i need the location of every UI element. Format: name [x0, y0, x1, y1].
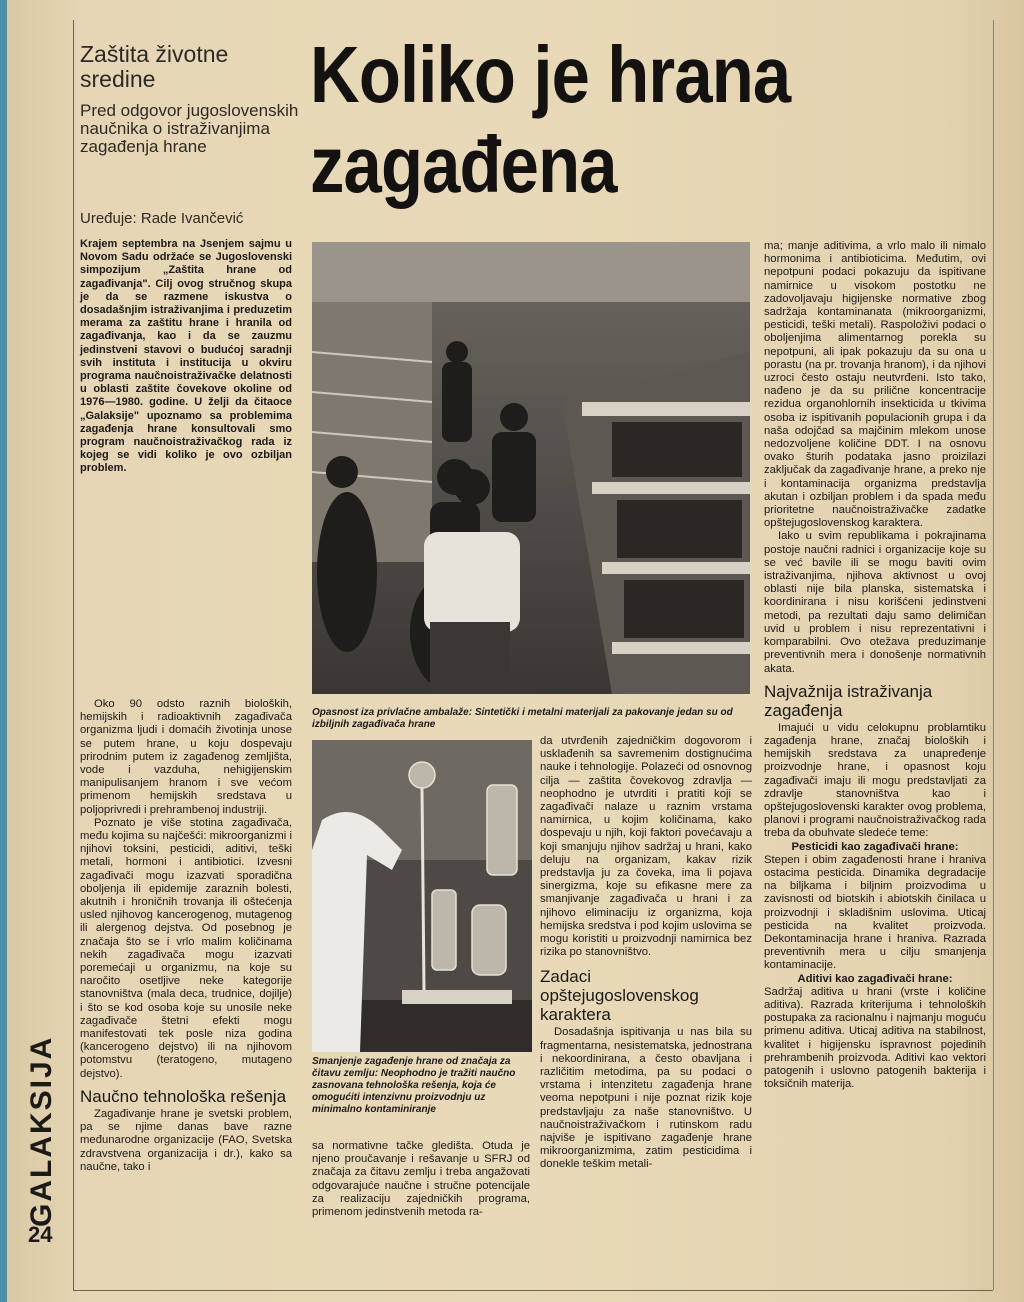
section-title: Zaštita životne sredine: [80, 41, 229, 92]
col1-paragraph-1: Oko 90 odsto raznih bioloških, hemijskih i radioaktivnih zagađivača organizma ljudi i domaćih životinja unose se putem hrane, u koju dospevaju prirodnim putem iz zagađenog zemljišta, vode i vazduha, nehigijenskim manipulisanjem hranom i sve većom primenom hemijskih sredstava u poljoprivredi i prehrambenoj industriji.: [80, 698, 292, 816]
col2-heading: Zadaci opštejugoslovenskog karaktera: [540, 967, 699, 1025]
col1-heading: Naučno tehnološka rešenja: [80, 1086, 287, 1106]
col4-paragraph-1: sa normativne tačke gledišta. Otuda je njeno proučavanje i rešavanje u SFRJ od značaja za čitavu zemlju i treba angažovati odgovarajuće naučne i stručne potencijale za realizaciju zajedničkih programa, primenom jedinstvenih metoda ra-: [312, 1140, 530, 1219]
bottom-rule: [73, 1290, 993, 1291]
col3-paragraph-3: Imajući u vidu celokupnu problamtiku zagađenja hrane, značaj bioloških i hemijskih sredstava za unapređenje proizvodnje hrane, i opasnost koju zagađivači imaju ili mogu predstavljati za zdravlje stanovništva kao i opštejugoslovenski karakter ovog problema, planovi i programi naučnoistraživačkog rada treba da obuhvate sledeće teme:: [764, 721, 986, 840]
column-2: [540, 735, 752, 1172]
col3-paragraph-2: Iako u svim republikama i pokrajinama postoje naučni radnici i organizacije koje su se već bavile ili se mogu baviti ovim istraživanjima, njihova aktivnost u ovoj oblasti nije bila planska, sistematska i koordinirana i nisu korišćeni jedinstveni metodi, pa rezultati daju samo delimičan uvid u problem i nisu reprezentativni i komparabilni. Ovo otežava preduzimanje preventivnih mera i donošenje normativnih akata.: [764, 530, 986, 675]
supermarket-photo: [312, 242, 750, 694]
col3-paragraph-5: Sadržaj aditiva u hrani (vrste i količine aditiva). Razrada kriterijuma i tehnoloških postupaka za racionalnu i najmanju moguću primenu aditiva. Uticaj aditiva na stabilnost, kvalitet i higijensku ispravnost pojedinih prehrambenih proizvoda. Aditivi kao vektori patogenih i uslovno patogenih bakterija i toksičnih materija.: [764, 985, 986, 1091]
headline: [310, 30, 903, 210]
subdeck: Pred odgovor jugoslovenskih naučnika o istraživanjima zagađenja hrane: [80, 101, 299, 156]
left-edge-strip: [0, 0, 7, 1302]
footer-sidebar: [14, 1035, 64, 1300]
col1-paragraph-3: Zagađivanje hrane je svetski problem, pa se njime danas bave razne međunarodne organizacije (FAO, Svetska zdravstvena organizacija i dr.), kako sa naučne, tako i: [80, 1107, 292, 1173]
headline-line-1: Koliko je hrana: [310, 30, 791, 119]
col3-heading: Najvažnija istraživanja zagađenja: [764, 681, 933, 720]
column-1: [80, 698, 292, 1174]
left-column-rule: [73, 20, 74, 1290]
photo2-caption: Smanjenje zagađenje hrane od značaja za čitavu zemlju: Neophodno je tražiti naučno zasnovana tehnološka rešenja, koja će omogućiti intenzivnu proizvodnju uz minimalno kontaminiranje: [312, 1056, 516, 1115]
supermarket-photo-image: [312, 242, 750, 694]
column-3: [764, 240, 986, 1091]
col3-subheading-additives: Aditivi kao zagađivači hrane:: [797, 972, 953, 985]
col3-paragraph-1: ma; manje aditivima, a vrlo malo ili nimalo hormonima i antibioticima. Međutim, ovi nepotpuni podaci pokazuju da ispitivane namirnice u visokom postotku ne zadovoljavaju higijenske normative zbog sadržaja kontaminanata (mikroorganizmi, pesticidi, teški metali). Raspoloživi podaci o oboljenjima alimentarnog porekla su nepotpuni, ali ipak pokazuju da su ona u porastu (na pr. trovanja hranom), i da njihovi uzroci često ostaju neutvrđeni. Isto tako, nađeno je da su prilične koncentracije rezidua organohlornih insekticida u tkivima osoba iz ispitivanih populacionih grupa i da naša odojčad sa majčinim mlekom unose nedozvoljene količine DDT. I na osnovu ovako šturih podataka jasno proizilazi zaključak da zagađivanje hrane, a preko nje i kontaminacija organizma predstavlja akutan i ozbiljan problem i da spada među prioritetne naučnoistraživačke zadatke opštejugoslovenskog karaktera.: [764, 240, 986, 530]
col2-paragraph-1: da utvrđenih zajedničkim dogovorom i usklađenih sa savremenim dostignućima nauke i tehnologije. Polazeći od osnovnog cilja — zaštita čovekovog zdravlja — neophodno je utvrditi i pratiti koji se zagađivači nalaze u raznim vrstama namirnica, u kojim količinama, kako dospevaju u njih, koji faktori povećavaju a koji smanjuju njihov sadržaj u hrani, kako deluju na organizam, kakav rizik predstavlja ju za čoveka, ima li pojava sinergizma, koje su efikasne mere za smanjivanje zagađivača u hrani i za njihovo eliminaciju iz organizma, koja hemijska sredstva i pod kojim uslovima se mogu koristiti u proizvodnji namirnica bez rizika po stanovništvo.: [540, 735, 752, 959]
editor-credit: Uređuje: Rade Ivančević: [80, 210, 244, 227]
col2-paragraph-2: Dosadašnja ispitivanja u nas bila su fragmentarna, nesistematska, jednostrana i nekoordinirana, a često obavljana i različitim metodima, pa su podaci o vrstama i intenzitetu zagađenja hrane veoma nepotpuni i nije poznat rizik koje predstavljaju za naše stanovništvo. U naučnoistraživačkom i rutinskom radu najviše je ispitivano zagađenje hrane mikroorganizmima, zatim pesticidima i donekle teškim metali-: [540, 1026, 752, 1171]
headline-line-2: zagađena: [310, 120, 617, 209]
page-number: 24: [28, 1222, 53, 1247]
col1-paragraph-2: Poznato je više stotina zagađivača, među kojima su najčešći: mikroorganizmi i njihovi toksini, pesticidi, aditivi, teški metali, hormoni i antibiotici. Izvesni zagađivači mogu izazvati sporadična oboljenja ili epidemije zaraznih bolesti, akutnih i hroničnih trovanja ili oštećenja usled njihovog kancerogenog, mutagenog ili alergenog dejstva. Od posebnog je značaja što se i vrlo malim količinama nekih zagađivača mogu izazvati poremećaji u organizmu, na koje su naročito osetljive neke kategorije stanovništva (mala deca, trudnice, dojilje) i što se kod osoba koje su unosile neke zagađivače štetni efekti mogu manifestovati tek posle niza godina (kancerogeno dejstvo) ili na njihovom potomstvu (teratogeno, mutageno dejstvo).: [80, 816, 292, 1080]
laboratory-photo: [312, 740, 532, 1052]
laboratory-photo-image: [312, 740, 532, 1052]
column-under-photo: [312, 1140, 530, 1219]
right-edge-rule: [993, 20, 994, 1290]
col3-subheading-pesticides: Pesticidi kao zagađivači hrane:: [791, 840, 959, 853]
col3-paragraph-4: Stepen i obim zagađenosti hrane i hraniva ostacima pesticida. Dinamika degradacije na biljkama i biljnim proizvodima u zavisnosti od biotskih i abiotskih činilaca u proizvodnji i skladišnim uslovima. Uticaj pesticida na kvalitet proizvoda. Dekontaminacija hrane i hraniva. Razrada preventivnih mera u cilju smanjenja kontaminacije.: [764, 853, 986, 972]
magazine-brand: GALAKSIJA: [25, 1035, 58, 1227]
lead-paragraph: Krajem septembra na Jsenjem sajmu u Novom Sadu održaće se Jugoslovenski simpozijum „Zaštita hrane od zagađivanja". Cilj ovog stručnog skupa je da se razmene iskustva o dosadašnjim istraživanjima i preduzetim merama za zaštitu hrane i hranila od zagađivanja, kao i da se zauzmu jedinstveni stavovi o budućoj saradnji svih instituta i institucija u okviru programa naučnoistraživačke delatnosti u oblasti zaštite čovekove okoline od 1976—1980. godine. U želji da čitaoce „Galaksije" upoznamo sa problemima zagađenja hrane konsultovali smo program naučnoistraživačkog rada iz kojeg se vidi koliko je ovo ozbiljan problem.: [80, 238, 292, 475]
photo1-caption: Opasnost iza privlačne ambalaže: Sintetički i metalni materijali za pakovanje jedan su od izbiljnih zagađivača hrane: [312, 707, 733, 730]
